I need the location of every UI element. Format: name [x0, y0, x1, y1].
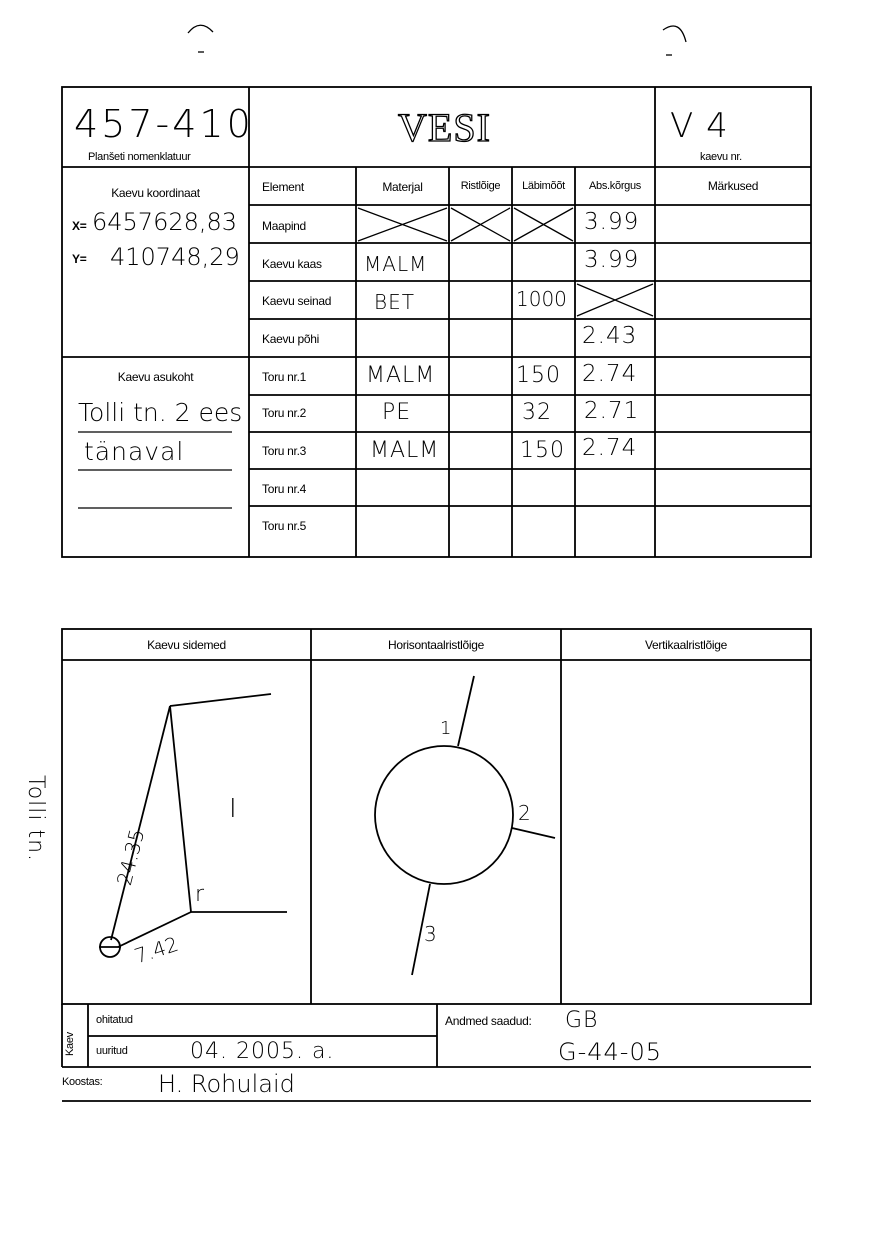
row-labimoot: 150	[516, 363, 561, 388]
row-element: Toru nr.5	[262, 519, 306, 533]
row-element: Kaevu kaas	[262, 257, 322, 271]
ohitatud-label: ohitatud	[96, 1014, 133, 1026]
andmed-value-1: GB	[565, 1008, 599, 1033]
pipe-label-2: 2	[518, 801, 532, 825]
location-line-1: Tolli tn. 2 ees	[78, 398, 243, 427]
row-materjal: MALM	[370, 438, 440, 463]
row-labimoot: 32	[522, 400, 552, 425]
col-labimoot: Läbimõõt	[522, 180, 565, 192]
row-labimoot: 150	[520, 438, 565, 463]
section-horisontaal: Horisontaalristlõige	[387, 638, 485, 652]
row-element: Kaevu põhi	[262, 332, 320, 346]
page-title: VESI	[398, 105, 491, 150]
y-coordinate: 410748,29	[110, 243, 240, 271]
sketch-distance-1: 24.35	[112, 826, 150, 888]
coordinates-label: Kaevu koordinaat	[111, 186, 200, 200]
sketch-street-label: Tolli tn.	[23, 775, 48, 863]
x-prefix: X=	[72, 219, 87, 233]
col-element: Element	[262, 180, 304, 194]
sketch-distance-2: 7.42	[131, 931, 182, 969]
col-abs-korgus: Abs.kõrgus	[588, 180, 642, 192]
plan-number: 457-410	[74, 102, 254, 146]
location-label: Kaevu asukoht	[117, 370, 194, 384]
row-element: Toru nr.4	[262, 482, 306, 496]
row-element: Toru nr.3	[262, 444, 306, 458]
col-ristloige: Ristlõige	[460, 180, 501, 192]
row-materjal: BET	[374, 290, 415, 314]
y-prefix: Y=	[72, 252, 87, 266]
koostas-label: Koostas:	[62, 1076, 103, 1088]
row-abs: 3.99	[584, 209, 640, 235]
row-abs: 2.43	[582, 323, 638, 349]
kaev-label: Kaev	[64, 1032, 76, 1056]
plan-label: Planšeti nomenklatuur	[88, 151, 191, 163]
row-materjal: MALM	[364, 252, 428, 276]
well-number-label: kaevu nr.	[700, 151, 742, 163]
row-materjal: MALM	[366, 363, 436, 388]
uuritud-label: uuritud	[96, 1045, 128, 1057]
well-number: V 4	[670, 106, 729, 146]
pipe-label-1: 1	[440, 718, 453, 739]
koostas-value: H. Rohulaid	[158, 1070, 295, 1098]
row-element: Kaevu seinad	[262, 294, 332, 308]
andmed-value-2: G-44-05	[558, 1038, 662, 1066]
cross-section-drawing	[375, 676, 555, 975]
well-circle	[375, 746, 513, 884]
col-markused: Märkused	[707, 179, 759, 193]
andmed-label: Andmed saadud:	[445, 1014, 532, 1028]
row-element: Toru nr.2	[262, 406, 306, 420]
x-coordinate: 6457628,83	[92, 208, 238, 236]
row-materjal: PE	[382, 400, 412, 425]
row-abs: 2.74	[582, 435, 638, 461]
uuritud-value: 04. 2005. a.	[190, 1039, 335, 1064]
punch-hole-right	[663, 26, 686, 42]
section-sidemed: Kaevu sidemed	[147, 638, 226, 652]
punch-hole-left	[188, 25, 213, 33]
row-element: Maapind	[262, 219, 306, 233]
section-vertikaal: Vertikaalristlõige	[645, 638, 727, 652]
site-sketch	[99, 694, 287, 957]
sketch-corner-mark: r	[195, 882, 206, 907]
sketch-building-label: I	[229, 794, 238, 824]
row-abs: 2.71	[584, 398, 640, 424]
location-line-2: tänaval	[84, 437, 185, 466]
row-abs: 2.74	[582, 361, 638, 387]
row-labimoot: 1000	[516, 287, 567, 311]
pipe-label-3: 3	[424, 922, 438, 946]
row-abs: 3.99	[584, 247, 640, 273]
row-element: Toru nr.1	[262, 370, 306, 384]
col-materjal: Materjal	[382, 180, 423, 194]
